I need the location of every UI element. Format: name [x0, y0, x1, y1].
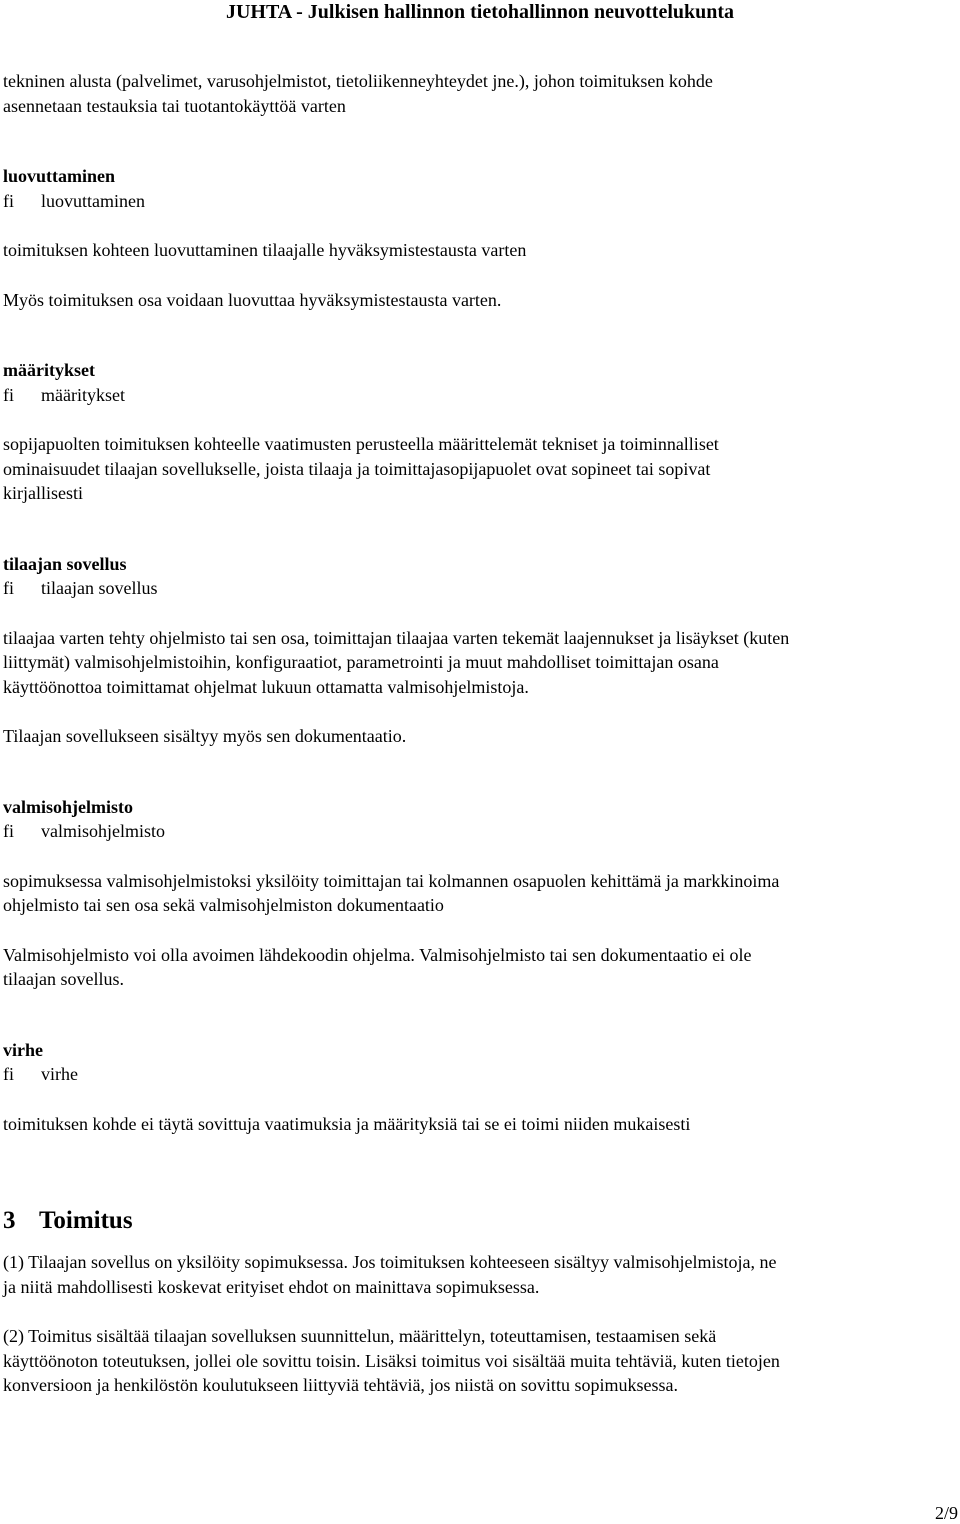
term-language-row	[3, 576, 955, 601]
term-language-value: tilaajan sovellus	[41, 578, 158, 598]
term-definition-line: sopimuksessa valmisohjelmistoksi yksilöity toimittajan tai kolmannen osapuolen kehittämä ja markkinoima	[3, 870, 780, 891]
term-language-row	[3, 383, 955, 408]
section-title: Toimitus	[39, 1207, 133, 1234]
section-number: 3	[3, 1207, 16, 1234]
term-language-row	[3, 1062, 955, 1087]
language-code: fi	[3, 578, 14, 598]
term-entry-luovuttaminen	[3, 164, 955, 312]
paragraph-line: konversioon ja henkilöstön koulutukseen liittyviä tehtäviä, jos niistä on sovittu sopimuksessa.	[3, 1375, 678, 1395]
term-language-value: luovuttaminen	[41, 190, 145, 211]
section-heading	[3, 1206, 955, 1236]
term-note: Tilaajan sovellukseen sisältyy myös sen dokumentaatio.	[3, 726, 407, 746]
term-note: Myös toimituksen osa voidaan luovuttaa hyväksymistestausta varten.	[3, 289, 502, 310]
term-definition-line: ohjelmisto tai sen osa sekä valmisohjelmiston dokumentaatio	[3, 895, 444, 915]
term-heading: tilaajan sovellus	[3, 553, 127, 574]
term-definition: toimituksen kohteen luovuttaminen tilaajalle hyväksymistestausta varten	[3, 240, 527, 260]
term-entry-valmisohjelmisto	[3, 795, 955, 992]
paragraph-line: (2) Toimitus sisältää tilaajan sovelluksen suunnittelun, määrittelyn, toteuttamisen, testaamisen sekä	[3, 1326, 717, 1346]
term-definition: toimituksen kohde ei täytä sovittuja vaatimuksia ja määrityksiä tai se ei toimi niiden mukaisesti	[3, 1113, 691, 1134]
term-heading: määritykset	[3, 360, 95, 380]
term-heading: luovuttaminen	[3, 166, 116, 186]
term-definition-line: ominaisuudet tilaajan sovellukselle, joista tilaaja ja toimittajasopijapuolet ovat sopineet tai sopivat	[3, 458, 711, 479]
section-toimitus	[3, 1206, 955, 1398]
term-note-line: tilaajan sovellus.	[3, 969, 124, 989]
header-title: JUHTA - Julkisen hallinnon tietohallinnon neuvottelukunta	[225, 1, 735, 23]
term-language-value: valmisohjelmisto	[41, 821, 165, 841]
document-body	[3, 69, 955, 1398]
section-paragraph	[3, 1324, 955, 1398]
term-definition-line: liittymät) valmisohjelmistoihin, konfiguraatiot, parametrointi ja muut mahdolliset toimittajan osana	[3, 652, 719, 672]
intro-line: tekninen alusta (palvelimet, varusohjelmistot, tietoliikenneyhteydet jne.), johon toimituksen kohde	[3, 71, 713, 91]
paragraph-line: ja niitä mahdollisesti koskevat erityiset ehdot on mainittava sopimuksessa.	[3, 1276, 540, 1297]
term-heading: valmisohjelmisto	[3, 796, 133, 817]
language-code: fi	[3, 1064, 14, 1084]
term-entry-maaritykset	[3, 358, 955, 506]
term-entry-tilaajan-sovellus	[3, 552, 955, 749]
intro-line: asennetaan testauksia tai tuotantokäyttöä varten	[3, 95, 346, 116]
paragraph-line: (1) Tilaajan sovellus on yksilöity sopimuksessa. Jos toimituksen kohteeseen sisältyy valmisohjelmistoja, ne	[3, 1252, 777, 1272]
language-code: fi	[3, 190, 14, 211]
term-definition-line: kirjallisesti	[3, 483, 83, 503]
term-definition-line: käyttöönottoa toimittamat ohjelmat lukuun ottamatta valmisohjelmistoja.	[3, 676, 529, 697]
language-code: fi	[3, 384, 14, 405]
paragraph-line: käyttöönoton toteutuksen, jollei ole sovittu toisin. Lisäksi toimitus voi sisältää muita tehtäviä, kuten tietojen	[3, 1350, 780, 1371]
language-code: fi	[3, 821, 14, 841]
term-entry-virhe	[3, 1038, 955, 1137]
term-heading: virhe	[3, 1039, 43, 1060]
term-language-value: määritykset	[41, 384, 125, 405]
term-definition-line: sopijapuolten toimituksen kohteelle vaatimusten perusteella määrittelemät tekniset ja toiminnalliset	[3, 434, 719, 454]
intro-paragraph	[3, 69, 955, 118]
term-note-line: Valmisohjelmisto voi olla avoimen lähdekoodin ohjelma. Valmisohjelmisto tai sen dokumentaatio ei ole	[3, 944, 752, 965]
page-header	[0, 0, 960, 24]
term-language-row	[3, 189, 955, 214]
term-definition-line: tilaajaa varten tehty ohjelmisto tai sen osa, toimittajan tilaajaa varten tekemät laajennukset ja lisäykset (kuten	[3, 627, 790, 648]
term-language-row	[3, 819, 955, 844]
section-paragraph	[3, 1250, 955, 1299]
page-number: 2/9	[934, 1503, 958, 1523]
term-language-value: virhe	[41, 1064, 78, 1084]
